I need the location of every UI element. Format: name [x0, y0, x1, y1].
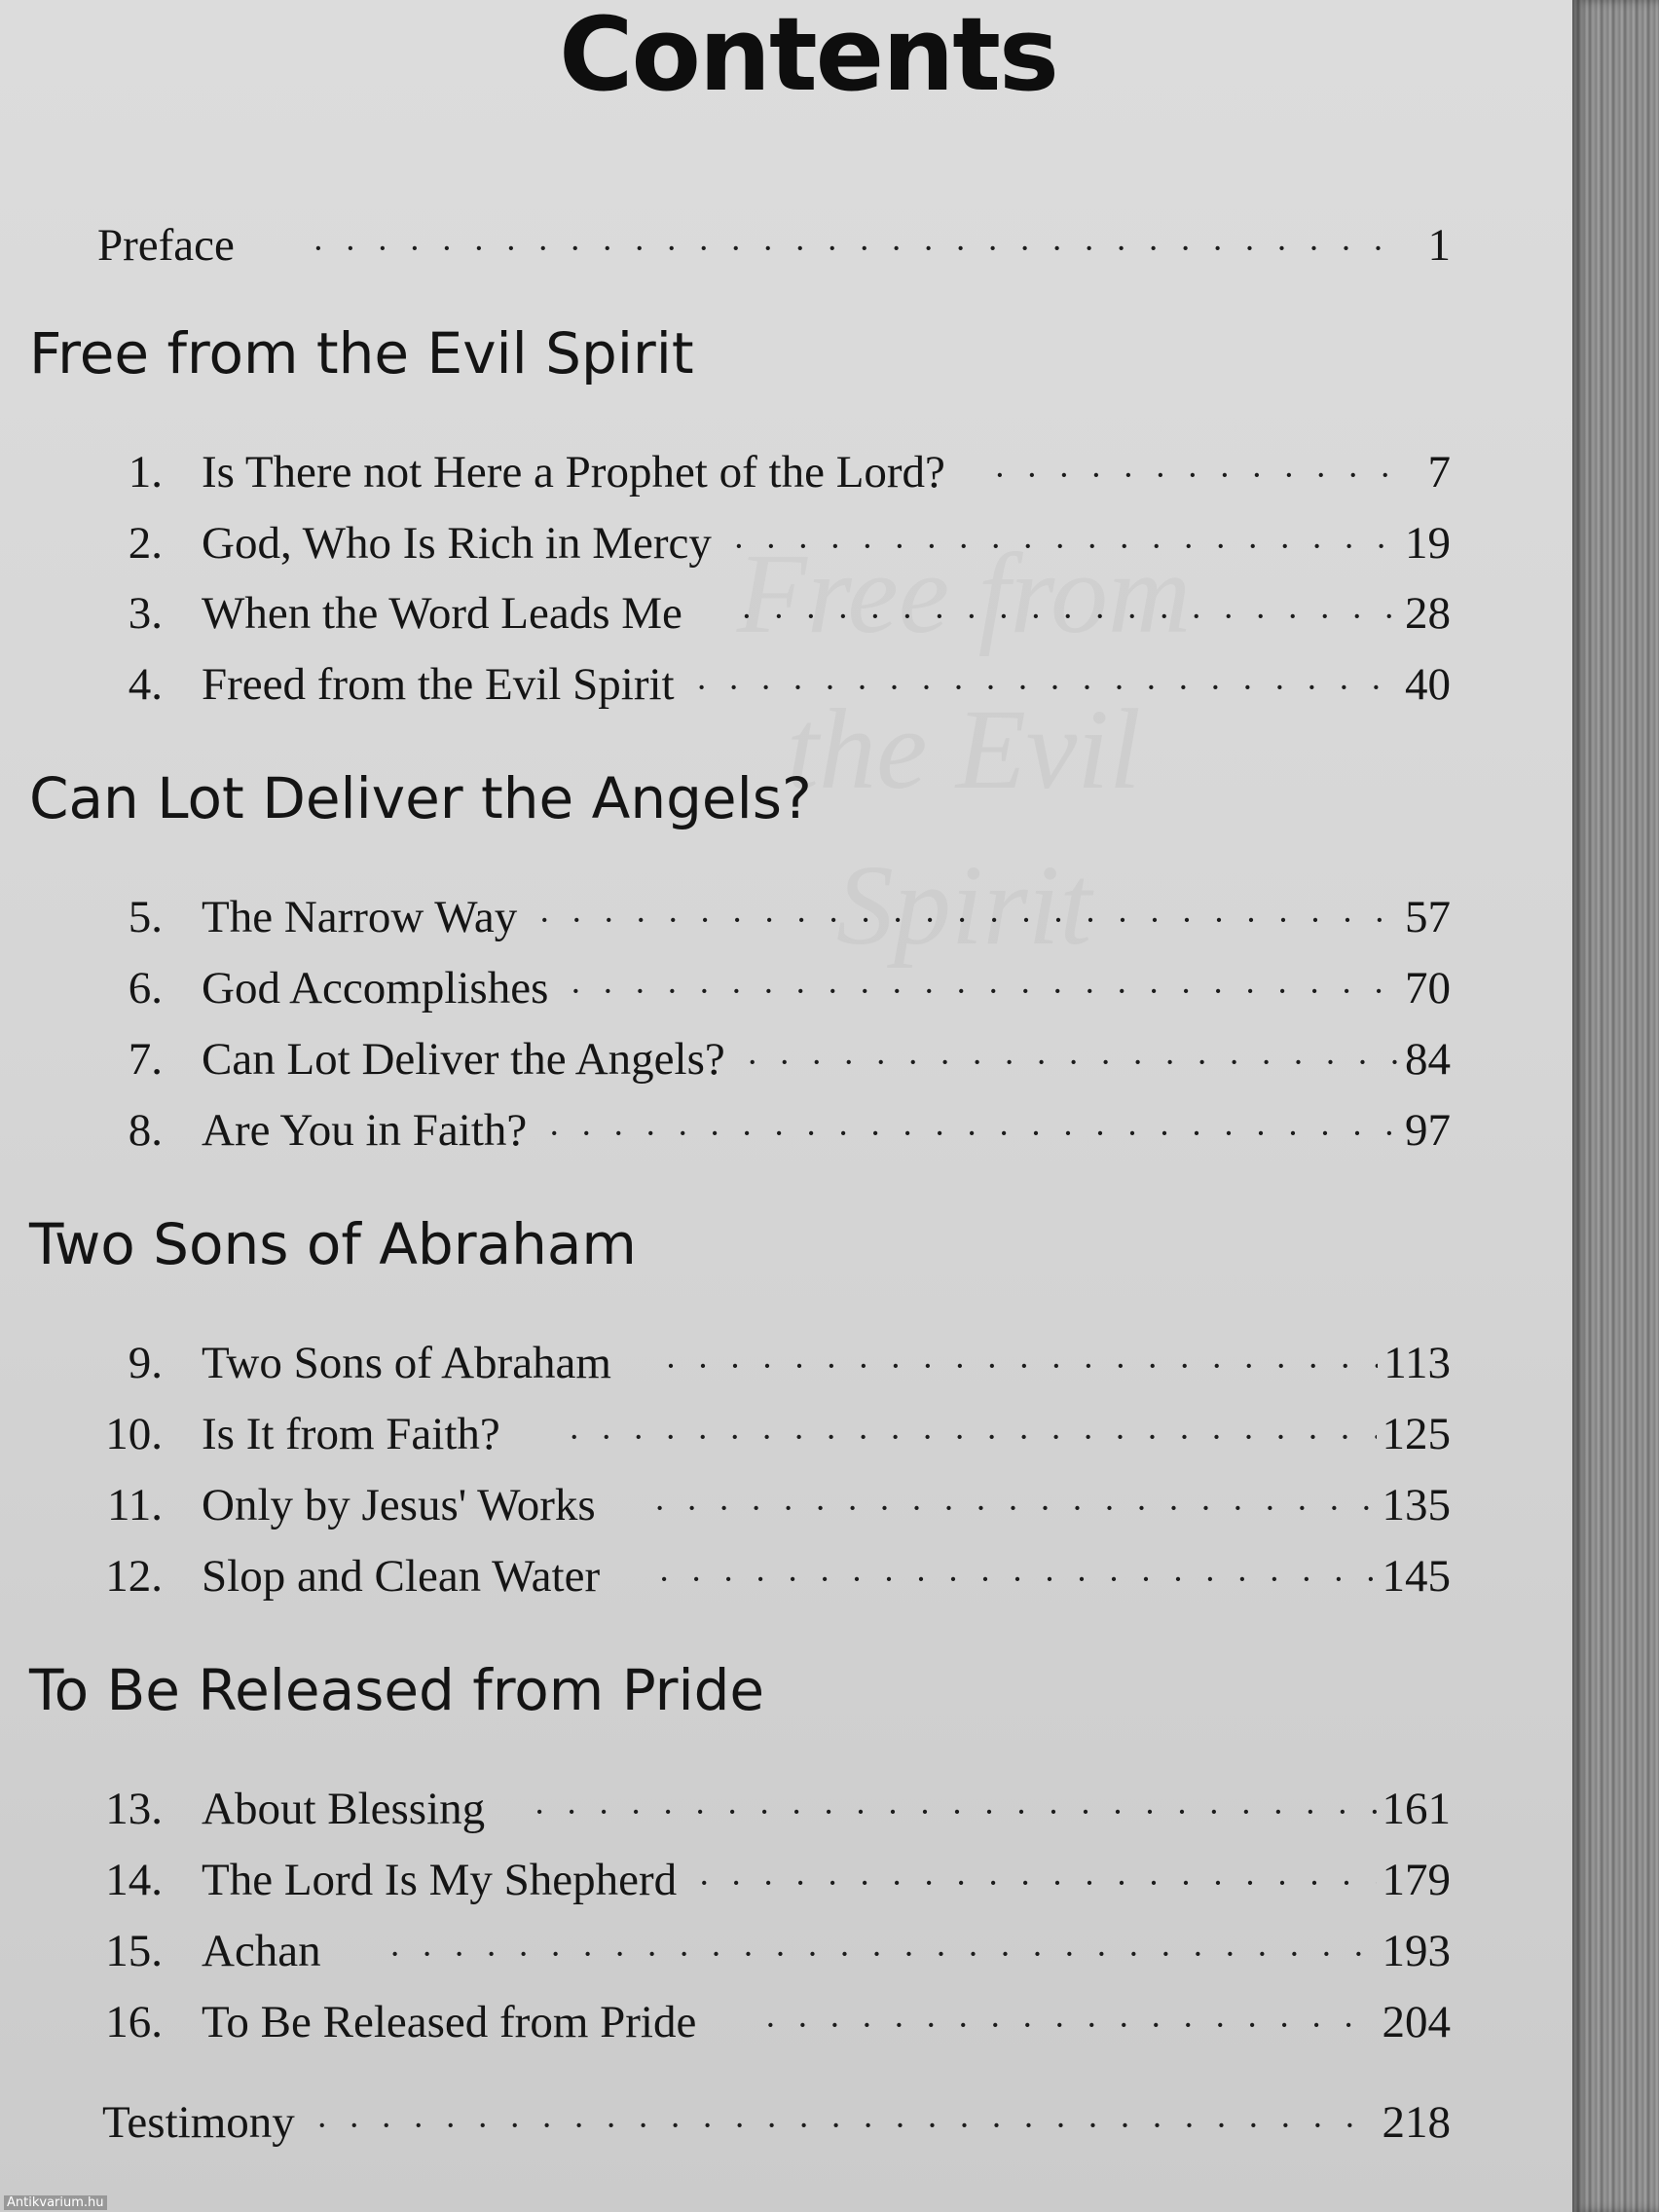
- toc-entry-number: 11.: [106, 1480, 163, 1530]
- toc-page-number: 204: [1382, 1997, 1451, 2047]
- toc-page-number: 84: [1405, 1034, 1451, 1085]
- bleed-through-line-1: Free from: [736, 530, 1192, 657]
- toc-page-number: 218: [1382, 2097, 1451, 2148]
- dot-leader: [569, 1408, 1377, 1466]
- dot-leader: [538, 891, 1399, 949]
- toc-entry[interactable]: [92, 1851, 1451, 1909]
- toc-label: Slop and Clean Water: [202, 1551, 601, 1602]
- toc-page-number: 113: [1383, 1338, 1451, 1388]
- section-heading-4: To Be Released from Pride: [29, 1657, 765, 1723]
- toc-label: God Accomplishes: [202, 963, 549, 1014]
- toc-label: The Narrow Way: [202, 892, 518, 942]
- toc-entry-number: 5.: [128, 892, 163, 942]
- dot-leader: [389, 1925, 1377, 1983]
- section-heading-1: Free from the Evil Spirit: [29, 320, 694, 387]
- toc-page-number: 7: [1427, 447, 1451, 498]
- dot-leader: [654, 1479, 1377, 1537]
- toc-entry-number: 10.: [105, 1409, 163, 1459]
- dot-leader: [764, 1996, 1376, 2054]
- dot-leader: [698, 1854, 1376, 1912]
- dot-leader: [741, 587, 1399, 645]
- toc-page-number: 57: [1405, 892, 1451, 942]
- dot-leader: [570, 962, 1399, 1020]
- toc-label: About Blessing: [202, 1784, 486, 1834]
- toc-entry[interactable]: [92, 1476, 1451, 1534]
- toc-page-number: 70: [1405, 963, 1451, 1014]
- dot-leader: [696, 658, 1399, 717]
- toc-label: Two Sons of Abraham: [202, 1338, 611, 1388]
- toc-entry[interactable]: [92, 1547, 1451, 1605]
- toc-label: The Lord Is My Shepherd: [202, 1855, 678, 1905]
- toc-page-number: 19: [1405, 518, 1451, 569]
- toc-page-number: 97: [1405, 1105, 1451, 1156]
- toc-label: Are You in Faith?: [202, 1105, 528, 1156]
- watermark: Antikvarium.hu: [4, 2195, 107, 2210]
- toc-page-number: 145: [1382, 1551, 1451, 1602]
- toc-entry[interactable]: [92, 443, 1451, 501]
- toc-label: Can Lot Deliver the Angels?: [202, 1034, 725, 1085]
- bleed-through-line-2: the Evil Spirit: [787, 685, 1141, 969]
- toc-label: Preface: [97, 220, 235, 271]
- toc-label: When the Word Leads Me: [202, 588, 682, 639]
- dot-leader: [747, 1033, 1399, 1091]
- toc-entry[interactable]: [92, 888, 1451, 946]
- dot-leader: [534, 1783, 1376, 1841]
- toc-label: Achan: [202, 1926, 321, 1976]
- section-heading-2: Can Lot Deliver the Angels?: [29, 765, 812, 831]
- toc-entry-number: 2.: [128, 518, 163, 569]
- toc-page-number: 1: [1427, 220, 1451, 271]
- toc-entry[interactable]: [92, 1030, 1451, 1088]
- toc-entry[interactable]: [92, 1101, 1451, 1160]
- toc-label: Testimony: [102, 2097, 295, 2148]
- toc-entry[interactable]: [92, 1405, 1451, 1463]
- toc-entry-number: 3.: [128, 588, 163, 639]
- toc-entry-number: 14.: [105, 1855, 163, 1905]
- toc-entry-number: 8.: [128, 1105, 163, 1156]
- dot-leader: [994, 446, 1406, 504]
- toc-label: Is It from Faith?: [202, 1409, 500, 1459]
- toc-entry[interactable]: [92, 514, 1451, 572]
- dot-leader: [658, 1550, 1376, 1608]
- toc-label: Is There not Here a Prophet of the Lord?: [202, 447, 945, 498]
- toc-entry[interactable]: [92, 959, 1451, 1017]
- dot-leader: [733, 517, 1399, 575]
- toc-page-number: 161: [1382, 1784, 1451, 1834]
- toc-entry-number: 6.: [128, 963, 163, 1014]
- toc-page-number: 135: [1382, 1480, 1451, 1530]
- toc-testimony[interactable]: [102, 2093, 1451, 2152]
- page-edge-stack: [1572, 0, 1659, 2212]
- toc-page-number: 179: [1382, 1855, 1451, 1905]
- dot-leader: [316, 2096, 1377, 2155]
- toc-page-number: 125: [1382, 1409, 1451, 1459]
- dot-leader: [313, 219, 1406, 277]
- toc-entry-number: 7.: [128, 1034, 163, 1085]
- section-heading-3: Two Sons of Abraham: [29, 1211, 637, 1277]
- toc-entry[interactable]: [92, 1993, 1451, 2051]
- toc-entry[interactable]: [92, 1780, 1451, 1838]
- toc-entry-number: 16.: [105, 1997, 163, 2047]
- toc-entry[interactable]: [92, 655, 1451, 714]
- page-title: Contents: [559, 0, 1057, 114]
- toc-entry[interactable]: [92, 1334, 1451, 1392]
- toc-entry[interactable]: [92, 584, 1451, 643]
- toc-entry[interactable]: [92, 1922, 1451, 1980]
- toc-entry-number: 9.: [128, 1338, 163, 1388]
- dot-leader: [665, 1337, 1378, 1395]
- toc-label: Only by Jesus' Works: [202, 1480, 596, 1530]
- toc-label: To Be Released from Pride: [202, 1997, 697, 2047]
- toc-entry-number: 1.: [128, 447, 163, 498]
- toc-entry-number: 13.: [105, 1784, 163, 1834]
- toc-label: God, Who Is Rich in Mercy: [202, 518, 712, 569]
- toc-entry-number: 4.: [128, 659, 163, 710]
- toc-entry-number: 12.: [105, 1551, 163, 1602]
- dot-leader: [548, 1104, 1399, 1162]
- toc-page-number: 40: [1405, 659, 1451, 710]
- toc-page-number: 193: [1382, 1926, 1451, 1976]
- toc-page-number: 28: [1405, 588, 1451, 639]
- toc-preface[interactable]: [97, 216, 1451, 275]
- toc-label: Freed from the Evil Spirit: [202, 659, 675, 710]
- toc-entry-number: 15.: [105, 1926, 163, 1976]
